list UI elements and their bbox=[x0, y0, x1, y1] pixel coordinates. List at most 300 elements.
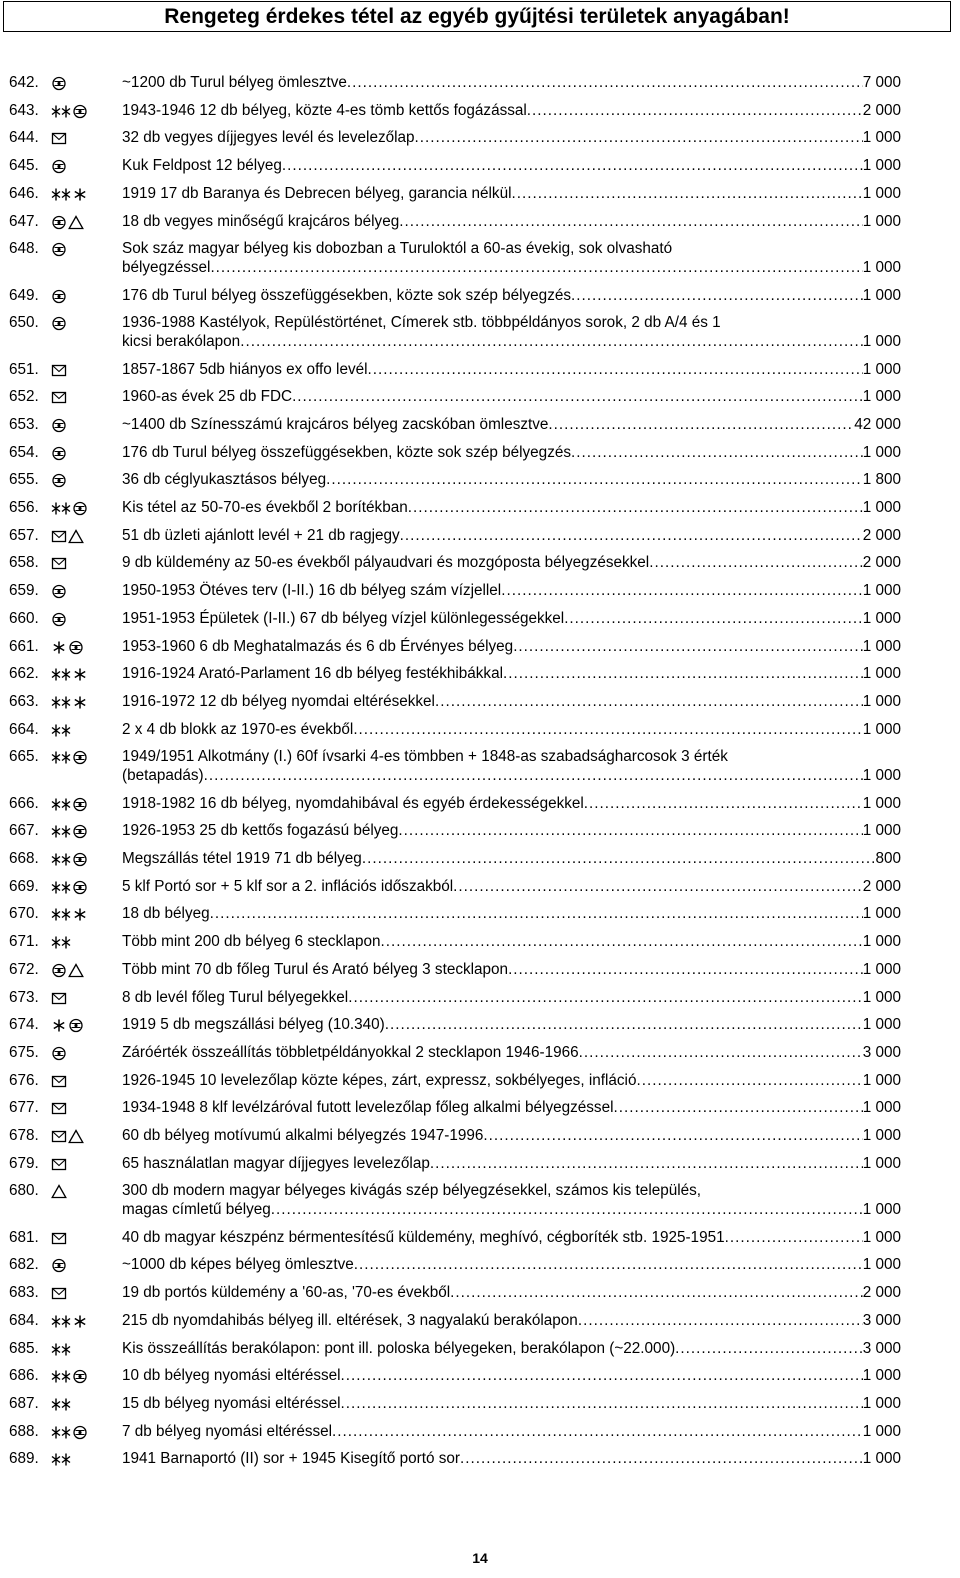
condition-icons bbox=[51, 289, 68, 304]
triangle-icon bbox=[68, 963, 84, 978]
condition-icons bbox=[51, 1046, 68, 1061]
envelope-icon bbox=[51, 1157, 67, 1172]
lot-number: 663. bbox=[9, 692, 39, 710]
lot-row bbox=[9, 1423, 901, 1442]
lot-row bbox=[9, 1229, 901, 1248]
used-stamp-icon bbox=[68, 640, 84, 655]
used-stamp-icon bbox=[51, 289, 67, 304]
used-stamp-icon bbox=[51, 76, 67, 91]
lot-description bbox=[122, 582, 901, 601]
lot-text: 1916-1972 12 db bélyeg nyomdai eltérésekkel bbox=[122, 692, 435, 710]
lot-text: 1936-1988 Kastélyok, Repüléstörténet, Címerek stb. többpéldányos sorok, 2 db A/4 és 1 bbox=[122, 314, 721, 332]
lot-number: 684. bbox=[9, 1311, 39, 1329]
lot-price: 3 000 bbox=[862, 1311, 901, 1329]
dot-leader bbox=[460, 1450, 863, 1469]
lot-number: 686. bbox=[9, 1367, 39, 1385]
used-stamp-icon bbox=[68, 1018, 84, 1033]
lot-number: 656. bbox=[9, 499, 39, 516]
lot-text: 18 db bélyeg bbox=[122, 905, 210, 923]
double-asterisk-icon bbox=[51, 1314, 71, 1329]
lot-price: 1 000 bbox=[862, 1154, 901, 1172]
lot-description bbox=[122, 361, 901, 380]
lot-description bbox=[122, 444, 901, 463]
lot-text: 8 db levél főleg Turul bélyegekkel bbox=[122, 988, 349, 1006]
dot-leader bbox=[415, 129, 863, 148]
page-number: 14 bbox=[472, 1550, 488, 1566]
lot-price: 1 000 bbox=[862, 720, 901, 738]
condition-icons bbox=[51, 187, 89, 202]
envelope-icon bbox=[51, 1231, 67, 1246]
condition-icons bbox=[51, 723, 72, 738]
lot-text: 1919 17 db Baranya és Debrecen bélyeg, garancia nélkül bbox=[122, 184, 512, 202]
lot-row bbox=[9, 795, 901, 814]
dot-leader bbox=[362, 850, 876, 869]
dot-leader bbox=[210, 905, 863, 924]
lot-price: 1 000 bbox=[862, 157, 901, 175]
lot-text: 1953-1960 6 db Meghatalmazás és 6 db Érvényes bélyeg bbox=[122, 637, 514, 655]
dot-leader bbox=[400, 527, 863, 546]
used-stamp-icon bbox=[51, 473, 67, 488]
lot-row bbox=[9, 850, 901, 869]
lot-description bbox=[122, 554, 901, 573]
condition-icons bbox=[51, 529, 85, 544]
lot-number: 652. bbox=[9, 388, 39, 406]
lot-description bbox=[122, 1423, 901, 1442]
lot-number: 673. bbox=[9, 988, 39, 1006]
lot-row bbox=[9, 1367, 901, 1386]
lot-price: 1 000 bbox=[862, 637, 901, 655]
lot-text: 5 klf Portó sor + 5 klf sor a 2. inflációs időszakból bbox=[122, 877, 454, 895]
lot-text: 1916-1924 Arató-Parlament 16 db bélyeg festékhibákkal bbox=[122, 665, 503, 683]
lot-row bbox=[9, 554, 901, 573]
dot-leader bbox=[450, 1284, 863, 1303]
lot-number: 653. bbox=[9, 415, 39, 433]
lot-row bbox=[9, 822, 901, 841]
lot-price: 1 000 bbox=[862, 582, 901, 600]
lot-description bbox=[122, 1312, 901, 1331]
lot-price: 1 000 bbox=[862, 184, 901, 202]
double-asterisk-icon bbox=[51, 797, 71, 812]
condition-icons bbox=[51, 1074, 68, 1089]
dot-leader bbox=[503, 665, 863, 684]
double-asterisk-icon bbox=[51, 852, 71, 867]
dot-leader bbox=[649, 554, 863, 573]
lot-description bbox=[122, 287, 901, 306]
used-stamp-icon bbox=[51, 584, 67, 599]
lot-text: 32 db vegyes díjjegyes levél és levelezőlap bbox=[122, 129, 415, 147]
lot-text: ~1000 db képes bélyeg ömlesztve bbox=[122, 1256, 354, 1274]
lot-text: 2 x 4 db blokk az 1970-es évekből bbox=[122, 720, 354, 738]
lot-number: 679. bbox=[9, 1154, 39, 1172]
dot-leader bbox=[579, 1044, 863, 1063]
double-asterisk-icon bbox=[51, 187, 71, 202]
lot-price: 1 000 bbox=[862, 960, 901, 978]
lot-text: Kis összeállítás berakólapon: pont ill. poloska bélyegeken, berakólapon (~22.000) bbox=[122, 1339, 676, 1357]
lot-price: 2 000 bbox=[862, 101, 901, 119]
lot-description bbox=[122, 74, 901, 93]
dot-leader bbox=[399, 213, 863, 232]
condition-icons bbox=[51, 1129, 85, 1144]
lot-number: 662. bbox=[9, 665, 39, 683]
lot-price: 3 000 bbox=[862, 1043, 901, 1061]
condition-icons bbox=[51, 1258, 68, 1273]
lot-number: 661. bbox=[9, 637, 39, 655]
dot-leader bbox=[271, 1201, 863, 1220]
lot-number: 678. bbox=[9, 1127, 39, 1144]
used-stamp-icon bbox=[72, 880, 88, 895]
condition-icons bbox=[51, 852, 89, 867]
lot-text: bélyegzéssel bbox=[122, 258, 211, 276]
dot-leader bbox=[326, 471, 863, 490]
condition-icons bbox=[51, 1184, 68, 1199]
condition-icons bbox=[51, 363, 68, 378]
asterisk-icon bbox=[51, 640, 67, 655]
lot-row bbox=[9, 1256, 901, 1275]
lot-text: 1934-1948 8 klf levélzáróval futott levelezőlap főleg alkalmi bélyegzéssel bbox=[122, 1099, 614, 1117]
page-title: Rengeteg érdekes tétel az egyéb gyűjtési területek anyagában! bbox=[3, 1, 951, 32]
lot-row bbox=[9, 499, 901, 518]
lot-row bbox=[9, 610, 901, 629]
condition-icons bbox=[51, 1425, 89, 1440]
lot-row bbox=[9, 74, 901, 93]
dot-leader bbox=[584, 795, 863, 814]
lot-row bbox=[9, 1044, 901, 1063]
lot-number: 651. bbox=[9, 360, 39, 378]
lot-price: 1 000 bbox=[862, 1228, 901, 1246]
condition-icons bbox=[51, 1286, 68, 1301]
lot-number: 664. bbox=[9, 720, 39, 738]
condition-icons bbox=[51, 501, 89, 516]
lot-price: 1 000 bbox=[862, 1016, 901, 1034]
dot-leader bbox=[341, 1367, 863, 1386]
dot-leader bbox=[614, 1099, 863, 1118]
asterisk-icon bbox=[72, 667, 88, 682]
lot-price: 1 000 bbox=[862, 1367, 901, 1385]
lot-row bbox=[9, 213, 901, 232]
lot-description bbox=[122, 721, 901, 740]
used-stamp-icon bbox=[72, 750, 88, 765]
lot-price: 1 000 bbox=[862, 1099, 901, 1117]
condition-icons bbox=[51, 935, 72, 950]
lot-price: 1 000 bbox=[862, 822, 901, 840]
lot-price: 1 000 bbox=[862, 766, 901, 784]
lot-price: 2 000 bbox=[862, 554, 901, 572]
condition-icons bbox=[51, 1397, 72, 1412]
lot-row bbox=[9, 314, 901, 351]
dot-leader bbox=[408, 499, 863, 518]
lot-number: 689. bbox=[9, 1450, 39, 1468]
lot-row bbox=[9, 240, 901, 277]
condition-icons bbox=[51, 880, 89, 895]
condition-icons bbox=[51, 131, 68, 146]
double-asterisk-icon bbox=[51, 935, 71, 950]
lot-row bbox=[9, 185, 901, 204]
condition-icons bbox=[51, 1314, 89, 1329]
lot-description bbox=[122, 185, 901, 204]
lot-text: 65 használatlan magyar díjjegyes levelezőlap bbox=[122, 1154, 430, 1172]
triangle-icon bbox=[68, 215, 84, 230]
condition-icons bbox=[51, 1101, 68, 1116]
double-asterisk-icon bbox=[51, 1397, 71, 1412]
dot-leader bbox=[571, 444, 863, 463]
used-stamp-icon bbox=[51, 612, 67, 627]
lot-description bbox=[122, 240, 901, 277]
lot-row bbox=[9, 1395, 901, 1414]
lot-description bbox=[122, 1340, 901, 1359]
lot-number: 683. bbox=[9, 1284, 39, 1302]
triangle-icon bbox=[68, 1129, 84, 1144]
lot-text: 1926-1953 25 db kettős fogazású bélyeg bbox=[122, 822, 399, 840]
lot-price: 1 000 bbox=[862, 988, 901, 1006]
dot-leader bbox=[282, 157, 863, 176]
lot-text: 1857-1867 5db hiányos ex offo levél bbox=[122, 360, 368, 378]
lot-description bbox=[122, 850, 901, 869]
lot-text: 215 db nyomdahibás bélyeg ill. eltérések, 3 nagyalakú berakólapon bbox=[122, 1311, 578, 1329]
condition-icons bbox=[51, 418, 68, 433]
lot-row bbox=[9, 961, 901, 980]
double-asterisk-icon bbox=[51, 501, 71, 516]
lot-row bbox=[9, 129, 901, 148]
lot-number: 647. bbox=[9, 212, 39, 230]
lot-description bbox=[122, 1229, 901, 1248]
double-asterisk-icon bbox=[51, 1342, 71, 1357]
lot-text: Kuk Feldpost 12 bélyeg bbox=[122, 157, 282, 175]
used-stamp-icon bbox=[51, 159, 67, 174]
lot-row bbox=[9, 721, 901, 740]
dot-leader bbox=[240, 333, 863, 352]
lot-price: 42 000 bbox=[854, 415, 901, 433]
lot-text: magas címletű bélyeg bbox=[122, 1200, 271, 1218]
dot-leader bbox=[725, 1229, 863, 1248]
lot-price: 1 000 bbox=[862, 212, 901, 230]
lot-description bbox=[122, 878, 901, 897]
dot-leader bbox=[204, 767, 863, 786]
lot-text: 1919 5 db megszállási bélyeg (10.340) bbox=[122, 1016, 385, 1034]
condition-icons bbox=[51, 584, 68, 599]
double-asterisk-icon bbox=[51, 104, 71, 119]
used-stamp-icon bbox=[51, 1258, 67, 1273]
lot-row bbox=[9, 693, 901, 712]
lot-price: 1 000 bbox=[862, 499, 901, 516]
lot-row bbox=[9, 416, 901, 435]
lot-description bbox=[122, 1182, 901, 1219]
condition-icons bbox=[51, 76, 68, 91]
lot-text: 1949/1951 Alkotmány (I.) 60f ívsarki 4-es tömbben + 1848-as szabadságharcosok 3 érték bbox=[122, 748, 728, 766]
lot-number: 643. bbox=[9, 101, 39, 119]
lot-price: 1 000 bbox=[862, 1200, 901, 1218]
lot-description bbox=[122, 1450, 901, 1469]
condition-icons bbox=[51, 612, 68, 627]
lot-number: 682. bbox=[9, 1256, 39, 1274]
asterisk-icon bbox=[72, 1314, 88, 1329]
lot-text: Kis tétel az 50-70-es évekből 2 borítékban bbox=[122, 499, 408, 516]
double-asterisk-icon bbox=[51, 1452, 71, 1467]
condition-icons bbox=[51, 1452, 72, 1467]
condition-icons bbox=[51, 640, 85, 655]
asterisk-icon bbox=[72, 907, 88, 922]
used-stamp-icon bbox=[72, 852, 88, 867]
lot-price: 1 000 bbox=[862, 1422, 901, 1440]
lot-text: 1941 Barnaportó (II) sor + 1945 Kisegítő portó sor bbox=[122, 1450, 461, 1468]
lot-description bbox=[122, 1284, 901, 1303]
lot-number: 660. bbox=[9, 609, 39, 627]
lot-number: 676. bbox=[9, 1071, 39, 1089]
lot-price: 1 000 bbox=[862, 665, 901, 683]
condition-icons bbox=[51, 750, 89, 765]
lot-description bbox=[122, 416, 901, 435]
lot-number: 688. bbox=[9, 1422, 39, 1440]
lot-number: 654. bbox=[9, 443, 39, 461]
triangle-icon bbox=[68, 529, 84, 544]
envelope-icon bbox=[51, 529, 67, 544]
lot-price: 1 000 bbox=[862, 258, 901, 276]
lot-text: (betapadás) bbox=[122, 766, 204, 784]
lot-text: 1926-1945 10 levelezőlap közte képes, zárt, expressz, sokbélyeges, infláció bbox=[122, 1071, 637, 1089]
dot-leader bbox=[353, 721, 862, 740]
lot-text: Több mint 70 db főleg Turul és Arató bélyeg 3 stecklapon bbox=[122, 960, 509, 978]
used-stamp-icon bbox=[51, 418, 67, 433]
lot-price: 1 000 bbox=[862, 1071, 901, 1089]
used-stamp-icon bbox=[72, 1369, 88, 1384]
dot-leader bbox=[368, 361, 863, 380]
lot-description bbox=[122, 1016, 901, 1035]
triangle-icon bbox=[51, 1184, 67, 1199]
lot-price: 1 800 bbox=[862, 471, 901, 489]
double-asterisk-icon bbox=[51, 1425, 71, 1440]
dot-leader bbox=[548, 416, 854, 435]
lot-number: 667. bbox=[9, 822, 39, 840]
lot-row bbox=[9, 905, 901, 924]
lot-description bbox=[122, 129, 901, 148]
lot-price: 1 000 bbox=[862, 1450, 901, 1468]
lot-text: 36 db céglyukasztásos bélyeg bbox=[122, 471, 327, 489]
lot-number: 645. bbox=[9, 157, 39, 175]
envelope-icon bbox=[51, 390, 67, 405]
lot-row bbox=[9, 638, 901, 657]
lot-row bbox=[9, 878, 901, 897]
lot-number: 669. bbox=[9, 877, 39, 895]
lot-description bbox=[122, 961, 901, 980]
lot-number: 680. bbox=[9, 1182, 39, 1200]
double-asterisk-icon bbox=[51, 1369, 71, 1384]
lot-row bbox=[9, 1016, 901, 1035]
lot-text: Megszállás tétel 1919 71 db bélyeg bbox=[122, 850, 362, 867]
dot-leader bbox=[513, 638, 863, 657]
lot-text: Záróérték összeállítás többletpéldányokkal 2 stecklapon 1946-1966 bbox=[122, 1043, 579, 1061]
condition-icons bbox=[51, 1157, 68, 1172]
lot-text: 51 db üzleti ajánlott levél + 21 db ragjegy bbox=[122, 526, 400, 544]
dot-leader bbox=[398, 822, 862, 841]
condition-icons bbox=[51, 446, 68, 461]
dot-leader bbox=[483, 1127, 862, 1146]
dot-leader bbox=[564, 610, 863, 629]
double-asterisk-icon bbox=[51, 824, 71, 839]
lot-description bbox=[122, 989, 901, 1008]
lot-number: 681. bbox=[9, 1228, 39, 1246]
lot-text: 19 db portós küldemény a '60-as, '70-es évekből bbox=[122, 1284, 451, 1302]
lot-row bbox=[9, 471, 901, 490]
dot-leader bbox=[501, 582, 863, 601]
used-stamp-icon bbox=[72, 104, 88, 119]
used-stamp-icon bbox=[51, 446, 67, 461]
lot-number: 674. bbox=[9, 1016, 39, 1034]
condition-icons bbox=[51, 907, 89, 922]
condition-icons bbox=[51, 695, 89, 710]
lot-description bbox=[122, 157, 901, 176]
lot-row bbox=[9, 527, 901, 546]
lot-price: 7 000 bbox=[862, 74, 901, 91]
lot-description bbox=[122, 1155, 901, 1174]
lot-description bbox=[122, 1072, 901, 1091]
lot-number: 670. bbox=[9, 905, 39, 923]
lot-description bbox=[122, 213, 901, 232]
condition-icons bbox=[51, 963, 85, 978]
lot-description bbox=[122, 822, 901, 841]
dot-leader bbox=[430, 1155, 863, 1174]
lot-text: 1960-as évek 25 db FDC bbox=[122, 388, 293, 406]
lot-description bbox=[122, 527, 901, 546]
double-asterisk-icon bbox=[51, 695, 71, 710]
used-stamp-icon bbox=[72, 1425, 88, 1440]
lot-text: ~1400 db Színesszámú krajcáros bélyeg zacskóban ömlesztve bbox=[122, 415, 549, 433]
lot-text: 176 db Turul bélyeg összefüggésekben, közte sok szép bélyegzés bbox=[122, 286, 571, 304]
lot-price: 2 000 bbox=[862, 526, 901, 544]
lot-price: 1 000 bbox=[862, 609, 901, 627]
lot-row bbox=[9, 1182, 901, 1219]
lot-text: 1950-1953 Ötéves terv (I-II.) 16 db bélyeg szám vízjellel bbox=[122, 582, 502, 600]
lot-row bbox=[9, 1155, 901, 1174]
lot-text: Több mint 200 db bélyeg 6 stecklapon bbox=[122, 933, 381, 951]
dot-leader bbox=[385, 1016, 863, 1035]
dot-leader bbox=[578, 1312, 863, 1331]
lot-text: 176 db Turul bélyeg összefüggésekben, közte sok szép bélyegzés bbox=[122, 443, 571, 461]
lot-text: 1943-1946 12 db bélyeg, közte 4-es tömb kettős fogázással bbox=[122, 101, 527, 119]
lot-text: 300 db modern magyar bélyeges kivágás szép bélyegzésekkel, számos kis település, bbox=[122, 1182, 702, 1200]
dot-leader bbox=[636, 1072, 862, 1091]
lot-price: 1 000 bbox=[862, 692, 901, 710]
envelope-icon bbox=[51, 1101, 67, 1116]
double-asterisk-icon bbox=[51, 907, 71, 922]
lot-price: 3 000 bbox=[862, 1339, 901, 1357]
lot-description bbox=[122, 1099, 901, 1118]
asterisk-icon bbox=[72, 187, 88, 202]
lot-number: 658. bbox=[9, 554, 39, 572]
dot-leader bbox=[348, 989, 863, 1008]
double-asterisk-icon bbox=[51, 880, 71, 895]
lot-description bbox=[122, 748, 901, 785]
envelope-icon bbox=[51, 1074, 67, 1089]
lot-number: 649. bbox=[9, 286, 39, 304]
lot-row bbox=[9, 582, 901, 601]
double-asterisk-icon bbox=[51, 750, 71, 765]
lot-description bbox=[122, 638, 901, 657]
lot-number: 650. bbox=[9, 314, 39, 332]
dot-leader bbox=[571, 287, 863, 306]
condition-icons bbox=[51, 215, 85, 230]
lot-number: 657. bbox=[9, 526, 39, 544]
lot-price: 1 000 bbox=[862, 1394, 901, 1412]
dot-leader bbox=[347, 74, 863, 93]
lot-number: 671. bbox=[9, 933, 39, 951]
lot-description bbox=[122, 1367, 901, 1386]
lot-price: 2 000 bbox=[862, 1284, 901, 1302]
lot-text: 40 db magyar készpénz bérmentesítésű küldemény, meghívó, cégboríték stb. 1925-1951 bbox=[122, 1228, 725, 1246]
lot-text: 15 db bélyeg nyomási eltéréssel bbox=[122, 1394, 341, 1412]
lot-description bbox=[122, 610, 901, 629]
lot-row bbox=[9, 1340, 901, 1359]
lot-text: Sok száz magyar bélyeg kis dobozban a Turuloktól a 60-as évekig, sok olvasható bbox=[122, 240, 673, 258]
condition-icons bbox=[51, 667, 89, 682]
